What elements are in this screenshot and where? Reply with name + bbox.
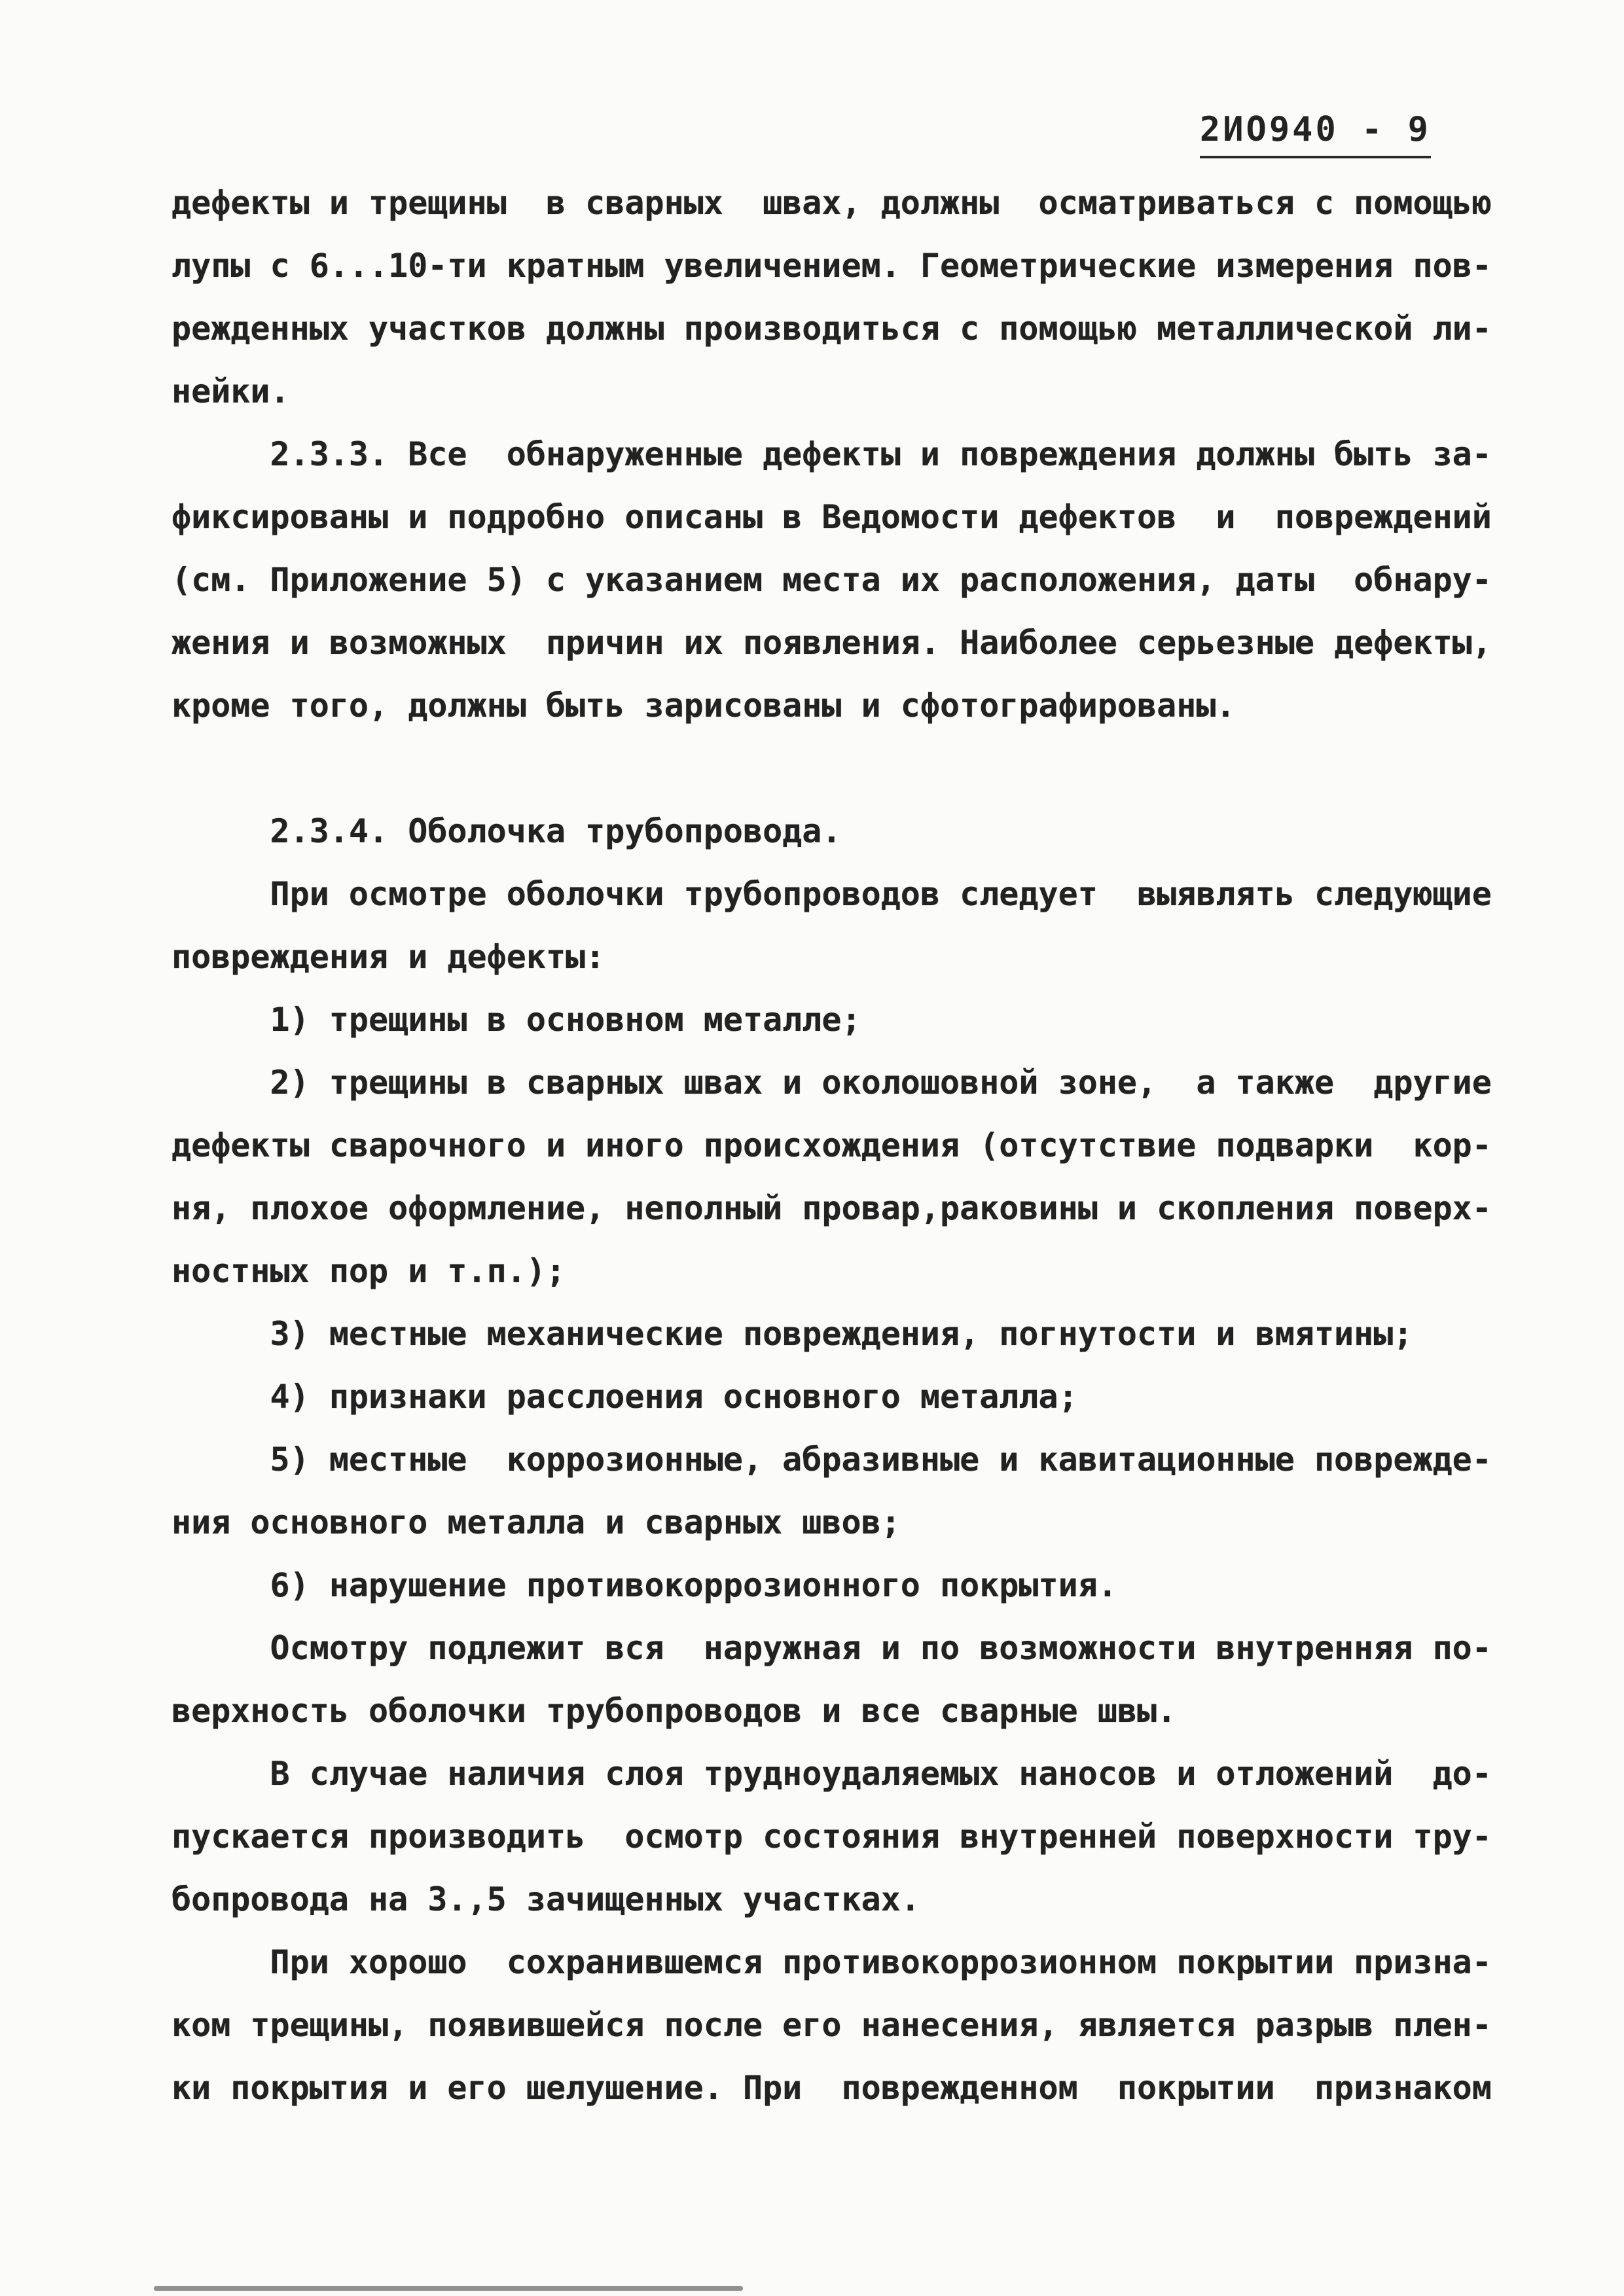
text-line: бопровода на 3.,5 зачищенных участках. xyxy=(171,1880,920,1918)
text-line: дефекты сварочного и иного происхождения (отсутствие подварки кор- xyxy=(171,1126,1492,1164)
page-header: 2ИО940 - 9 xyxy=(1200,110,1431,158)
text-line: 2.3.4. Оболочка трубопровода. xyxy=(171,812,842,850)
text-line: 5) местные коррозионные, абразивные и кавитационные поврежде- xyxy=(171,1441,1492,1479)
text-line: режденных участков должны производиться с помощью металлической ли- xyxy=(171,310,1492,348)
text-line: нейки. xyxy=(171,372,290,410)
text-line: 1) трещины в основном металле; xyxy=(171,1001,861,1039)
text-line: 4) признаки расслоения основного металла; xyxy=(171,1378,1078,1416)
text-line: дефекты и трещины в сварных швах, должны осматриваться с помощью xyxy=(171,184,1492,222)
text-line: пускается производить осмотр состояния внутренней поверхности тру- xyxy=(171,1818,1492,1856)
text-line xyxy=(171,737,1540,800)
text-line: 3) местные механические повреждения, погнутости и вмятины; xyxy=(171,1315,1413,1353)
text-line: кроме того, должны быть зарисованы и сфотографированы. xyxy=(171,687,1236,725)
text-line: жения и возможных причин их появления. Наиболее серьезные дефекты, xyxy=(171,624,1492,662)
text-line: (см. Приложение 5) с указанием места их расположения, даты обнару- xyxy=(171,561,1492,599)
text-line: ния основного металла и сварных швов; xyxy=(171,1503,901,1541)
text-line: ки покрытия и его шелушение. При поврежденном покрытии признаком xyxy=(171,2069,1492,2107)
text-line: Осмотру подлежит вся наружная и по возможности внутренняя по- xyxy=(171,1629,1492,1667)
text-line: При осмотре оболочки трубопроводов следует выявлять следующие xyxy=(171,875,1492,913)
text-line: ностных пор и т.п.); xyxy=(171,1252,566,1290)
text-line: повреждения и дефекты: xyxy=(171,938,605,976)
text-line: лупы с 6...10-ти кратным увеличением. Геометрические измерения пов- xyxy=(171,247,1492,285)
text-line: 2.3.3. Все обнаруженные дефекты и повреждения должны быть за- xyxy=(171,435,1492,473)
text-line: В случае наличия слоя трудноудаляемых наносов и отложений до- xyxy=(171,1755,1492,1793)
text-line: фиксированы и подробно описаны в Ведомости дефектов и повреждений xyxy=(171,498,1492,536)
text-line: верхность оболочки трубопроводов и все сварные швы. xyxy=(171,1692,1177,1730)
text-line: ня, плохое оформление, неполный провар,раковины и скопления поверх- xyxy=(171,1189,1492,1227)
page-body xyxy=(171,171,1540,2119)
scan-artifact xyxy=(154,2286,743,2291)
text-line: 2) трещины в сварных швах и околошовной зоне, а также другие xyxy=(171,1064,1492,1102)
text-line: ком трещины, появившейся после его нанесения, является разрыв плен- xyxy=(171,2006,1492,2044)
text-line: 6) нарушение противокоррозионного покрытия. xyxy=(171,1566,1117,1604)
text-line: При хорошо сохранившемся противокоррозионном покрытии призна- xyxy=(171,1943,1492,1981)
